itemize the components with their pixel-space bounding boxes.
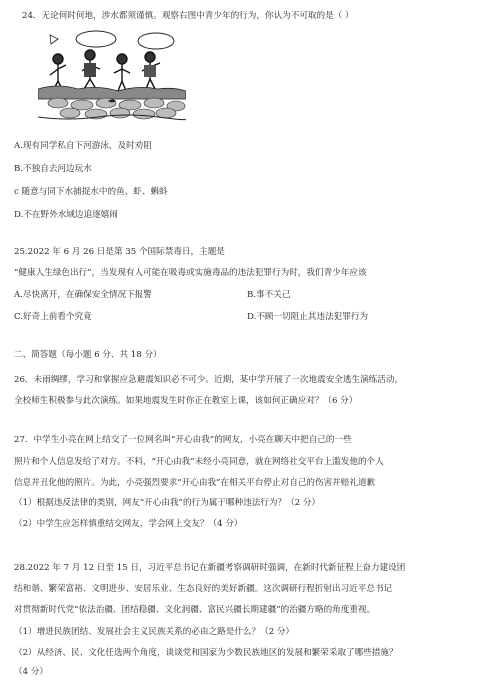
question-26-line1: 26．未雨绸缪，学习和掌握应急避震知识必不可少。近期，某中学开展了一次地震安全逃生演练活动， bbox=[14, 375, 404, 385]
question-25-stem: 25.2022 年 6 月 26 日是第 35 个国际禁毒日，主题是 bbox=[14, 247, 225, 257]
question-28-sub2: （2）从经济、民、文化任选两个角度，谈谈党和国家为少数民族地区的发展和繁荣采取了哪些措施？ bbox=[14, 648, 398, 658]
question-27-line1: 27．中学生小亮在网上结交了一位网名叫“开心由我”的网友，小亮在聊天中把自己的一些 bbox=[14, 435, 352, 445]
question-26-line2: 全校师生积极参与此次演练。如果地震发生时你正在教室上课，该如何正确应对？（6 分） bbox=[14, 396, 358, 406]
question-27-line2: 照片和个人信息发给了对方。不料，“开心由我”未经小亮同意，就在网络社交平台上滥发他的个人 bbox=[14, 457, 384, 467]
q25-option-b: B.事不关己 bbox=[247, 290, 291, 300]
q24-option-a: A.现有同学私自下河游泳，及时劝阻 bbox=[14, 141, 152, 151]
question-28-line2: 结和谐、繁荣富裕、文明进步、安居乐业、生态良好的美好新疆。这次调研行程折射出习近平总书记 bbox=[14, 584, 393, 594]
question-27-sub2: （2）中学生应怎样慎重结交网友，学会网上交友？（4 分） bbox=[14, 519, 243, 529]
section-2-title: 二、简答题（每小题 6 分、共 18 分） bbox=[14, 350, 162, 360]
question-27-line3: 信息并丑化他的照片。为此，小亮强烈要求“开心由我”在相关平台停止对自己的伤害并赔礼道歉 bbox=[14, 478, 376, 488]
q25-option-c: C.好奇上前看个究竟 bbox=[14, 312, 92, 322]
question-28-sub1: （1）增进民族团结、发展社会主义民族关系的必由之路是什么？（2 分） bbox=[14, 627, 295, 637]
river-scene-illustration bbox=[38, 29, 186, 123]
q25-option-a: A.尽快离开，在确保安全情况下报警 bbox=[14, 290, 152, 300]
q24-option-d: D.不在野外水域边追逐嬉闹 bbox=[14, 210, 118, 220]
question-28-sub2-score: （4 分） bbox=[14, 667, 48, 677]
q25-option-d: D.不顾一切阻止其违法犯罪行为 bbox=[247, 312, 369, 322]
question-28-line3: 对贯彻新时代党“依法治疆、团结稳疆、文化润疆、富民兴疆长期建疆”的治疆方略的角度重视。 bbox=[14, 605, 376, 615]
question-25-line2: “健康人生绿色出行”，当发现有人可能在吸毒或实施毒品的违法犯罪行为时，我们青少年应该 bbox=[14, 268, 367, 278]
q24-option-b: B.不独自去河边玩水 bbox=[14, 164, 92, 174]
question-27-sub1: （1）根据违反法律的类别，网友“开心由我”的行为属于哪种违法行为？（2 分） bbox=[14, 498, 321, 508]
q24-option-c: c 随意与同下水捕捉水中的鱼、虾、蝌蚪 bbox=[14, 187, 168, 197]
question-24-stem: 24．无论何时何地，涉水都须谨慎。观察右图中青少年的行为，你认为不可取的是（ ） bbox=[22, 11, 354, 21]
question-28-line1: 28.2022 年 7 月 12 日至 15 日，习近平总书记在新疆考察调研时强调，在新时代新征程上奋力建设团 bbox=[14, 563, 406, 573]
